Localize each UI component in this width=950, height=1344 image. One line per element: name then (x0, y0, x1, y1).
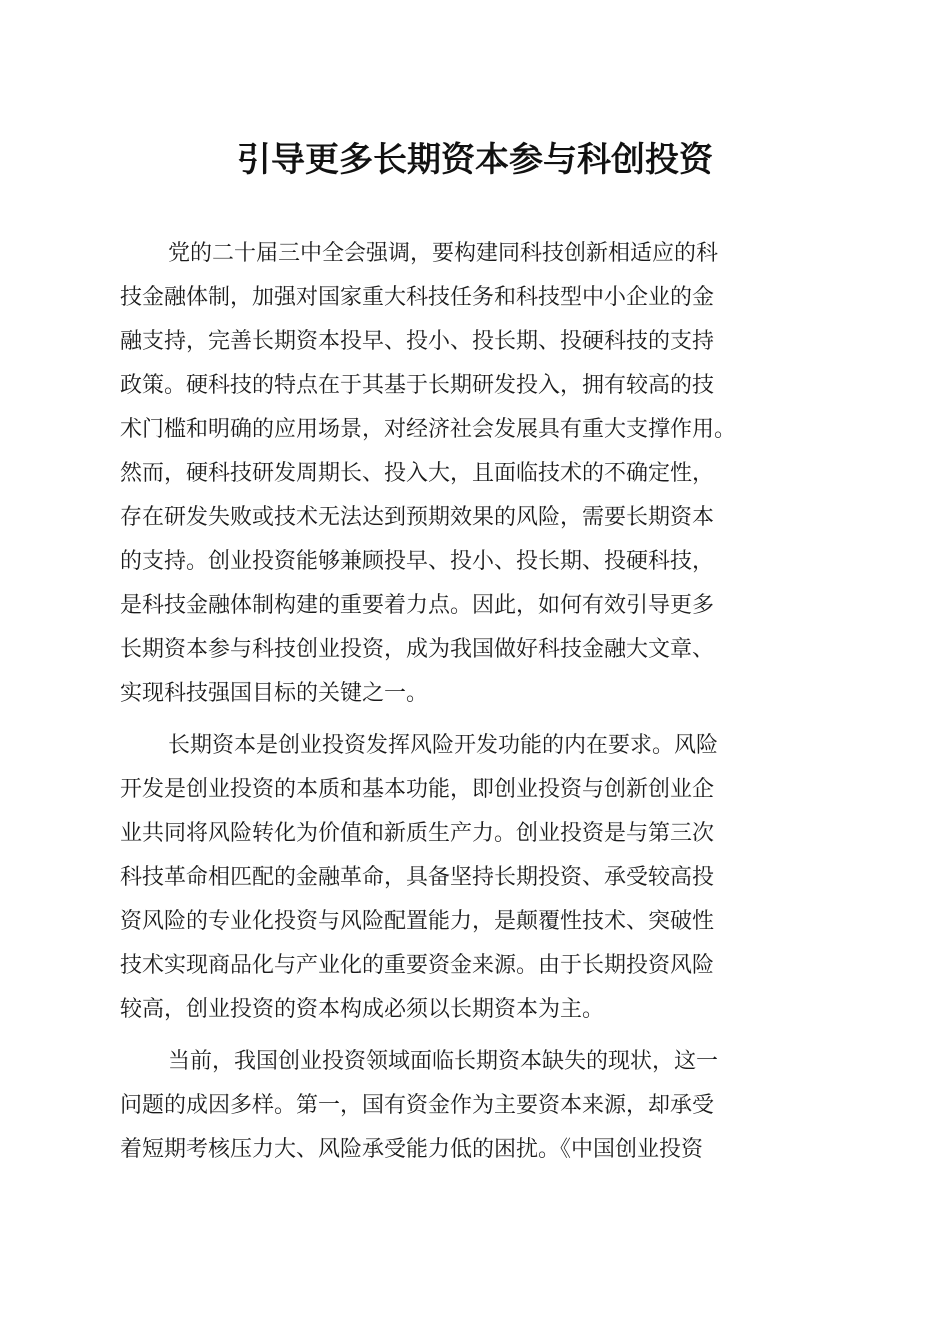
paragraph-3-line-1: 当前，我国创业投资领域面临长期资本缺失的现状，这一 (168, 1049, 719, 1074)
paragraph-1-line-10: 长期资本参与科技创业投资，成为我国做好科技金融大文章、 (120, 637, 715, 662)
paragraph-2-line-2: 开发是创业投资的本质和基本功能，即创业投资与创新创业企 (120, 777, 715, 802)
paragraph-2-line-7: 较高，创业投资的资本构成必须以长期资本为主。 (120, 997, 605, 1022)
paragraph-1-line-2: 技金融体制，加强对国家重大科技任务和科技型中小企业的金 (120, 285, 715, 310)
paragraph-2-line-1: 长期资本是创业投资发挥风险开发功能的内在要求。风险 (168, 733, 719, 758)
page-title: 引导更多长期资本参与科创投资 (237, 140, 713, 180)
paragraph-1-line-5: 术门槛和明确的应用场景，对经济社会发展具有重大支撑作用。 (120, 417, 737, 442)
paragraph-1-line-9: 是科技金融体制构建的重要着力点。因此，如何有效引导更多 (120, 593, 715, 618)
paragraph-1-line-4: 政策。硬科技的特点在于其基于长期研发投入，拥有较高的技 (120, 373, 715, 398)
paragraph-2-line-6: 技术实现商品化与产业化的重要资金来源。由于长期投资风险 (120, 953, 715, 978)
paragraph-1-line-6: 然而，硬科技研发周期长、投入大，且面临技术的不确定性， (120, 461, 715, 486)
paragraph-1-line-11: 实现科技强国目标的关键之一。 (120, 681, 429, 706)
paragraph-1-line-7: 存在研发失败或技术无法达到预期效果的风险，需要长期资本 (120, 505, 715, 530)
paragraph-3-line-2: 问题的成因多样。第一，国有资金作为主要资本来源，却承受 (120, 1093, 715, 1118)
paragraph-2-line-3: 业共同将风险转化为价值和新质生产力。创业投资是与第三次 (120, 821, 715, 846)
paragraph-2-line-5: 资风险的专业化投资与风险配置能力，是颠覆性技术、突破性 (120, 909, 715, 934)
paragraph-1-line-1: 党的二十届三中全会强调，要构建同科技创新相适应的科 (168, 241, 719, 266)
paragraph-2-line-4: 科技革命相匹配的金融革命，具备坚持长期投资、承受较高投 (120, 865, 715, 890)
paragraph-1-line-3: 融支持，完善长期资本投早、投小、投长期、投硬科技的支持 (120, 329, 715, 354)
paragraph-1-line-8: 的支持。创业投资能够兼顾投早、投小、投长期、投硬科技， (120, 549, 715, 574)
paragraph-3-line-3: 着短期考核压力大、风险承受能力低的困扰。《中国创业投资 (120, 1137, 704, 1162)
